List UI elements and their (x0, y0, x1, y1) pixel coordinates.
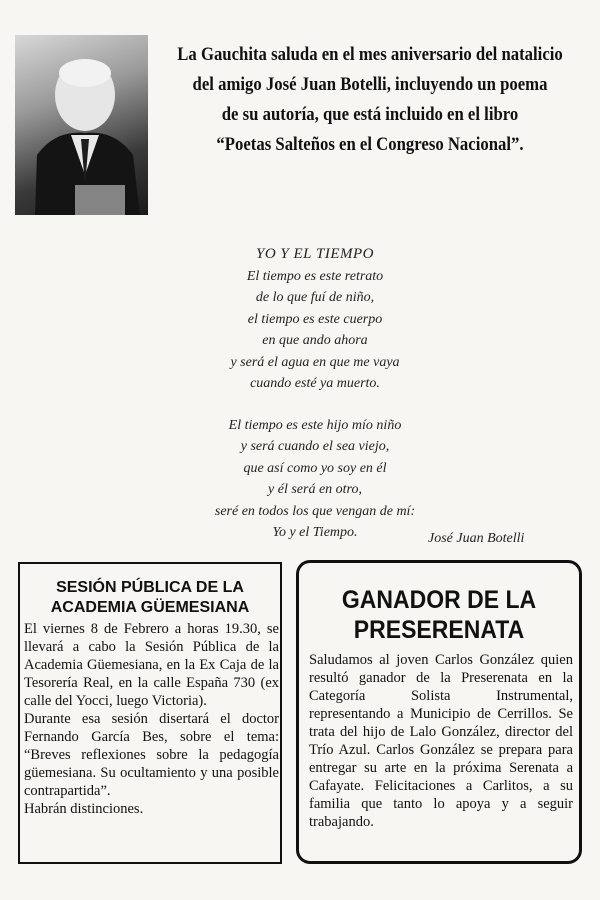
poem (180, 244, 450, 544)
intro-line: del amigo José Juan Botelli, incluyendo un poema (192, 74, 548, 95)
poem-author: José Juan Botelli (428, 531, 525, 546)
academia-paragraph: Durante esa sesión disertará el doctor Fernando García Bes, sobre el tema: “Breves reflexiones sobre la pedagogía güemesiana. Su ocultamiento y una posible contrapartida”. (24, 711, 279, 799)
preserenata-notice-title (310, 585, 568, 645)
academia-paragraph: El viernes 8 de Febrero a horas 19.30, se llevará a cabo la Sesión Pública de la Academia Güemesiana, en la Ex Caja de la Tesorería Real, en la calle España 730 (ex calle del Yocci, luego Victoria). (24, 621, 279, 709)
poem-line: y será el agua en que me vaya (230, 354, 400, 370)
poem-line: y él será en otro, (268, 482, 362, 497)
academia-title-line: SESIÓN PÚBLICA DE LA (56, 579, 244, 596)
poem-line: que así como yo soy en él (243, 460, 387, 476)
portrait-figure (15, 35, 148, 215)
poem-line: seré en todos los que vengan de mí: (214, 503, 416, 519)
poem-line: El tiempo es este retrato (246, 268, 384, 284)
preserenata-notice-body: Saludamos al joven Carlos González quien resultó ganador de la Preserenata en la Categoría Solista Instrumental, representando a Municipio de Cerrillos. Se trata del hijo de Lalo González, director del Trío Azul. Carlos González se prepara para entregar su arte en la próxima Serenata a Cafayate. Felicitaciones a Carlitos, a su familia que tanto lo apoya y a seguir trabajando. (309, 652, 573, 830)
poem-line: El tiempo es este hijo mío niño (228, 417, 402, 433)
poem-line: Yo y el Tiempo. (272, 525, 358, 540)
intro-line: de su autoría, que está incluido en el libro (221, 104, 519, 125)
poem-line: en que ando ahora (262, 333, 368, 348)
academia-notice-box (18, 562, 282, 864)
intro-line: La Gauchita saluda en el mes aniversario del natalicio (177, 44, 563, 65)
preserenata-title-line: PRESERENATA (353, 616, 525, 644)
preserenata-title-line: GANADOR DE LA (341, 586, 537, 614)
academia-notice-body (24, 620, 279, 818)
intro-text (176, 40, 563, 160)
poem-line: de lo que fuí de niño, (255, 290, 375, 305)
poem-line: y será cuando el sea viejo, (240, 439, 390, 454)
poem-line: cuando esté ya muerto. (250, 376, 380, 391)
poem-line: el tiempo es este cuerpo (247, 311, 383, 327)
preserenata-notice-box (296, 560, 582, 864)
academia-paragraph: Habrán distinciones. (24, 801, 144, 817)
intro-line: “Poetas Salteños en el Congreso Nacional”. (216, 134, 524, 155)
portrait-photo (15, 35, 148, 215)
academia-title-line: ACADEMIA GÜEMESIANA (50, 599, 250, 616)
academia-notice-title (20, 578, 280, 618)
poem-title: YO Y EL TIEMPO (256, 246, 374, 262)
